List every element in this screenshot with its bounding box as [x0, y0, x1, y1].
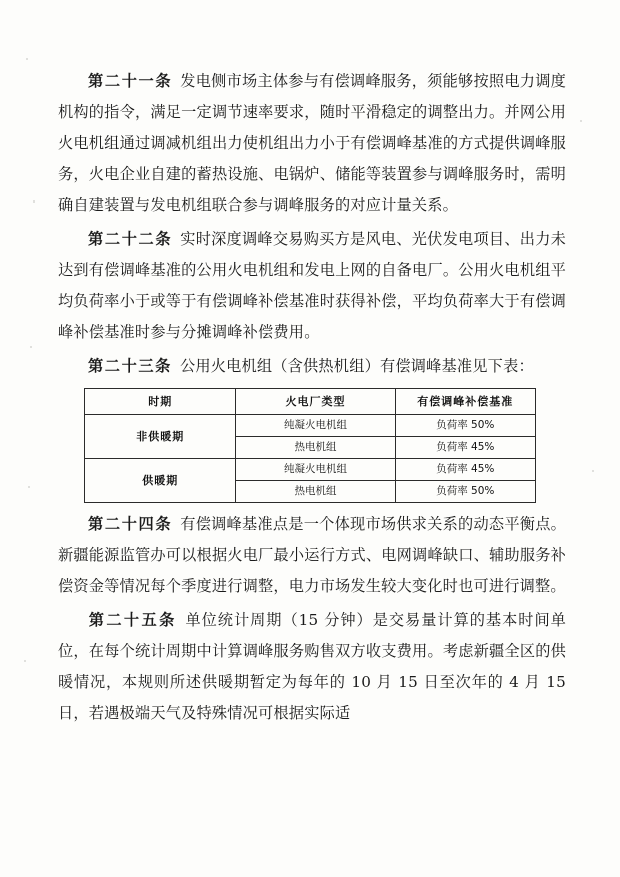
- scan-speck: [24, 660, 26, 662]
- document-body: [58, 66, 566, 732]
- header-benchmark: 有偿调峰补偿基准: [395, 389, 535, 415]
- scan-speck: [592, 470, 594, 472]
- header-period: 时期: [85, 389, 236, 415]
- header-plant-type: 火电厂类型: [236, 389, 395, 415]
- cell-benchmark: 负荷率 45%: [395, 437, 535, 459]
- article-24-paragraph: [58, 509, 566, 602]
- cell-benchmark: 负荷率 50%: [395, 481, 535, 503]
- cell-period-heating: 供暖期: [85, 459, 236, 503]
- table-row: [85, 459, 536, 481]
- table-body: [85, 415, 536, 503]
- article-22-text: 实时深度调峰交易购买方是风电、光伏发电项目、出力未达到有偿调峰基准的公用火电机组和发电上网的自备电厂。公用火电机组平均负荷率小于或等于有偿调峰补偿基准时获得补偿，平均负荷率大于有偿调峰补偿基准时参与分摊调峰补偿费用。: [58, 230, 567, 341]
- article-25-number: 第二十五条: [88, 611, 177, 629]
- article-25-text: 单位统计周期（15 分钟）是交易量计算的基本时间单位，在每个统计周期中计算调峰服务购售双方收支费用。考虑新疆全区的供暖情况，本规则所述供暖期暂定为每年的 10 月 15 日至次年的 4 月 15 日，若遇极端天气及特殊情况可根据实际适: [58, 611, 567, 722]
- article-25-paragraph: [58, 605, 566, 729]
- cell-benchmark: 负荷率 45%: [395, 459, 535, 481]
- article-21-paragraph: [58, 66, 566, 221]
- cell-plant-type: 热电机组: [236, 437, 395, 459]
- article-21-text: 发电侧市场主体参与有偿调峰服务，须能够按照电力调度机构的指令，满足一定调节速率要求，随时平滑稳定的调整出力。并网公用火电机组通过调减机组出力使机组出力小于有偿调峰基准的方式提供调峰服务，火电企业自建的蓄热设施、电锅炉、储能等装置参与调峰服务时，需明确自建装置与发电机组联合参与调峰服务的对应计量关系。: [58, 72, 567, 214]
- cell-plant-type: 纯凝火电机组: [236, 415, 395, 437]
- scan-speck: [33, 200, 35, 203]
- article-23-text: 公用火电机组（含供热机组）有偿调峰基准见下表：: [179, 357, 534, 375]
- article-24-number: 第二十四条: [88, 515, 173, 533]
- article-24-text: 有偿调峰基准点是一个体现市场供求关系的动态平衡点。新疆能源监管办可以根据火电厂最小运行方式、电网调峰缺口、辅助服务补偿资金等情况每个季度进行调整，电力市场发生较大变化时也可进行调整。: [58, 515, 567, 595]
- cell-plant-type: 纯凝火电机组: [236, 459, 395, 481]
- article-23-paragraph: [58, 351, 566, 382]
- table-header-row: [85, 389, 536, 415]
- cell-period-non-heating: 非供暖期: [85, 415, 236, 459]
- article-22-paragraph: [58, 224, 566, 348]
- scan-speck: [26, 58, 28, 60]
- scan-speck: [580, 120, 582, 122]
- article-21-number: 第二十一条: [88, 72, 173, 90]
- table-row: [85, 415, 536, 437]
- cell-plant-type: 热电机组: [236, 481, 395, 503]
- article-23-number: 第二十三条: [88, 357, 172, 375]
- peak-benchmark-table: [84, 388, 536, 503]
- scan-speck: [28, 486, 30, 488]
- scan-speck: [30, 346, 32, 348]
- table-header: [85, 389, 536, 415]
- article-22-number: 第二十二条: [88, 230, 173, 248]
- cell-benchmark: 负荷率 50%: [395, 415, 535, 437]
